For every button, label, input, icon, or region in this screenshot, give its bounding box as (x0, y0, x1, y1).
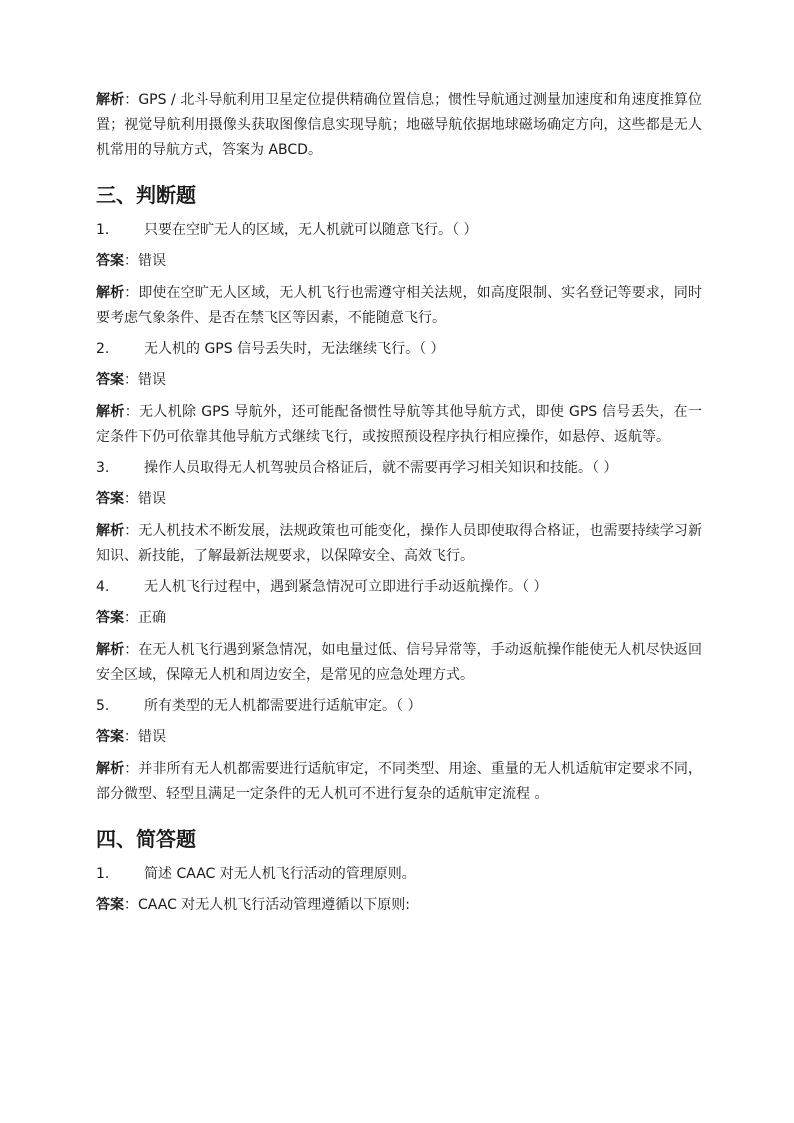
analysis-label: 解析 (96, 285, 125, 301)
question-text: 操作人员取得无人机驾驶员合格证后，就不需要再学习相关知识和技能。（ ） (144, 460, 618, 476)
question-number: 3. (96, 460, 110, 476)
answer-text: 错误 (138, 491, 166, 507)
answer-label: 答案 (96, 610, 124, 626)
analysis-paragraph: 解析：无人机除 GPS 导航外，还可能配备惯性导航等其他导航方式，即使 GPS 信号丢失，在一定条件下仍可依靠其他导航方式继续飞行，或按照预设程序执行相应操作，如悬停、返航等。 (96, 404, 703, 445)
answer-label: 答案 (96, 372, 124, 388)
analysis-text: 即使在空旷无人区域，无人机飞行也需遵守相关法规，如高度限制、实名登记等要求，同时要考虑气象条件、是否在禁飞区等因素，不能随意飞行。 (96, 285, 703, 326)
answer-line: 答案：错误 (96, 729, 166, 745)
question-item (96, 337, 702, 362)
question-item (96, 456, 702, 481)
answer-line: 答案：错误 (96, 253, 166, 269)
analysis-label: 解析 (96, 642, 125, 658)
question-text: 只要在空旷无人的区域，无人机就可以随意飞行。（ ） (144, 222, 478, 238)
question-item (96, 694, 702, 719)
document-page (96, 88, 702, 918)
answer-line: 答案：正确 (96, 610, 166, 626)
answer-line: 答案：错误 (96, 491, 166, 507)
section-title-short-answer: 四、简答题 (96, 827, 196, 851)
analysis-text: 在无人机飞行遇到紧急情况，如电量过低、信号异常等，手动返航操作能使无人机尽快返回安全区域，保障无人机和周边安全，是常见的应急处理方式。 (96, 642, 703, 683)
answer-text: CAAC 对无人机飞行活动管理遵循以下原则: (138, 897, 411, 913)
answer-line: 答案：错误 (96, 372, 166, 388)
analysis-label: 解析 (96, 523, 125, 539)
answer-text: 正确 (138, 610, 166, 626)
question-item (96, 218, 702, 243)
analysis-paragraph: 解析：并非所有无人机都需要进行适航审定，不同类型、用途、重量的无人机适航审定要求不同，部分微型、轻型且满足一定条件的无人机可不进行复杂的适航审定流程 。 (96, 761, 703, 802)
analysis-label: 解析 (96, 761, 125, 777)
question-text: 简述 CAAC 对无人机飞行活动的管理原则。 (144, 866, 416, 882)
answer-label: 答案 (96, 253, 124, 269)
answer-label: 答案 (96, 729, 124, 745)
analysis-paragraph: 解析：无人机技术不断发展，法规政策也可能变化，操作人员即使取得合格证，也需要持续学习新知识、新技能，了解最新法规要求，以保障安全、高效飞行。 (96, 523, 703, 564)
question-number: 1. (96, 222, 110, 238)
answer-line: 答案：CAAC 对无人机飞行活动管理遵循以下原则: (96, 897, 411, 913)
analysis-label: 解析 (96, 92, 125, 108)
intro-analysis: 解析：GPS / 北斗导航利用卫星定位提供精确位置信息；惯性导航通过测量加速度和角速度推算位置；视觉导航利用摄像头获取图像信息实现导航；地磁导航依据地球磁场确定方向，这些都是无人机常用的导航方式，答案为 ABCD。 (96, 92, 703, 158)
section-title-true-false: 三、判断题 (96, 183, 196, 207)
analysis-label: 解析 (96, 404, 125, 420)
answer-text: 错误 (138, 372, 166, 388)
answer-label: 答案 (96, 491, 124, 507)
analysis-text: 并非所有无人机都需要进行适航审定，不同类型、用途、重量的无人机适航审定要求不同，部分微型、轻型且满足一定条件的无人机可不进行复杂的适航审定流程 。 (96, 761, 703, 802)
question-number: 2. (96, 341, 110, 357)
question-number: 1. (96, 866, 110, 882)
analysis-text: 无人机技术不断发展，法规政策也可能变化，操作人员即使取得合格证，也需要持续学习新知识、新技能，了解最新法规要求，以保障安全、高效飞行。 (96, 523, 703, 564)
answer-text: 错误 (138, 253, 166, 269)
answer-text: 错误 (138, 729, 166, 745)
question-text: 所有类型的无人机都需要进行适航审定。（ ） (144, 698, 422, 714)
answer-label: 答案 (96, 897, 124, 913)
question-item (96, 862, 702, 887)
analysis-text: GPS / 北斗导航利用卫星定位提供精确位置信息；惯性导航通过测量加速度和角速度推算位置；视觉导航利用摄像头获取图像信息实现导航；地磁导航依据地球磁场确定方向，这些都是无人机常用的导航方式，答案为 ABCD。 (96, 92, 703, 158)
question-text: 无人机的 GPS 信号丢失时，无法继续飞行。（ ） (144, 341, 445, 357)
analysis-text: 无人机除 GPS 导航外，还可能配备惯性导航等其他导航方式，即使 GPS 信号丢失，在一定条件下仍可依靠其他导航方式继续飞行，或按照预设程序执行相应操作，如悬停、返航等。 (96, 404, 703, 445)
question-item (96, 575, 702, 600)
question-text: 无人机飞行过程中，遇到紧急情况可立即进行手动返航操作。（ ） (144, 579, 548, 595)
question-number: 5. (96, 698, 110, 714)
question-number: 4. (96, 579, 110, 595)
analysis-paragraph: 解析：即使在空旷无人区域，无人机飞行也需遵守相关法规，如高度限制、实名登记等要求，同时要考虑气象条件、是否在禁飞区等因素，不能随意飞行。 (96, 285, 703, 326)
analysis-paragraph: 解析：在无人机飞行遇到紧急情况，如电量过低、信号异常等，手动返航操作能使无人机尽快返回安全区域，保障无人机和周边安全，是常见的应急处理方式。 (96, 642, 703, 683)
